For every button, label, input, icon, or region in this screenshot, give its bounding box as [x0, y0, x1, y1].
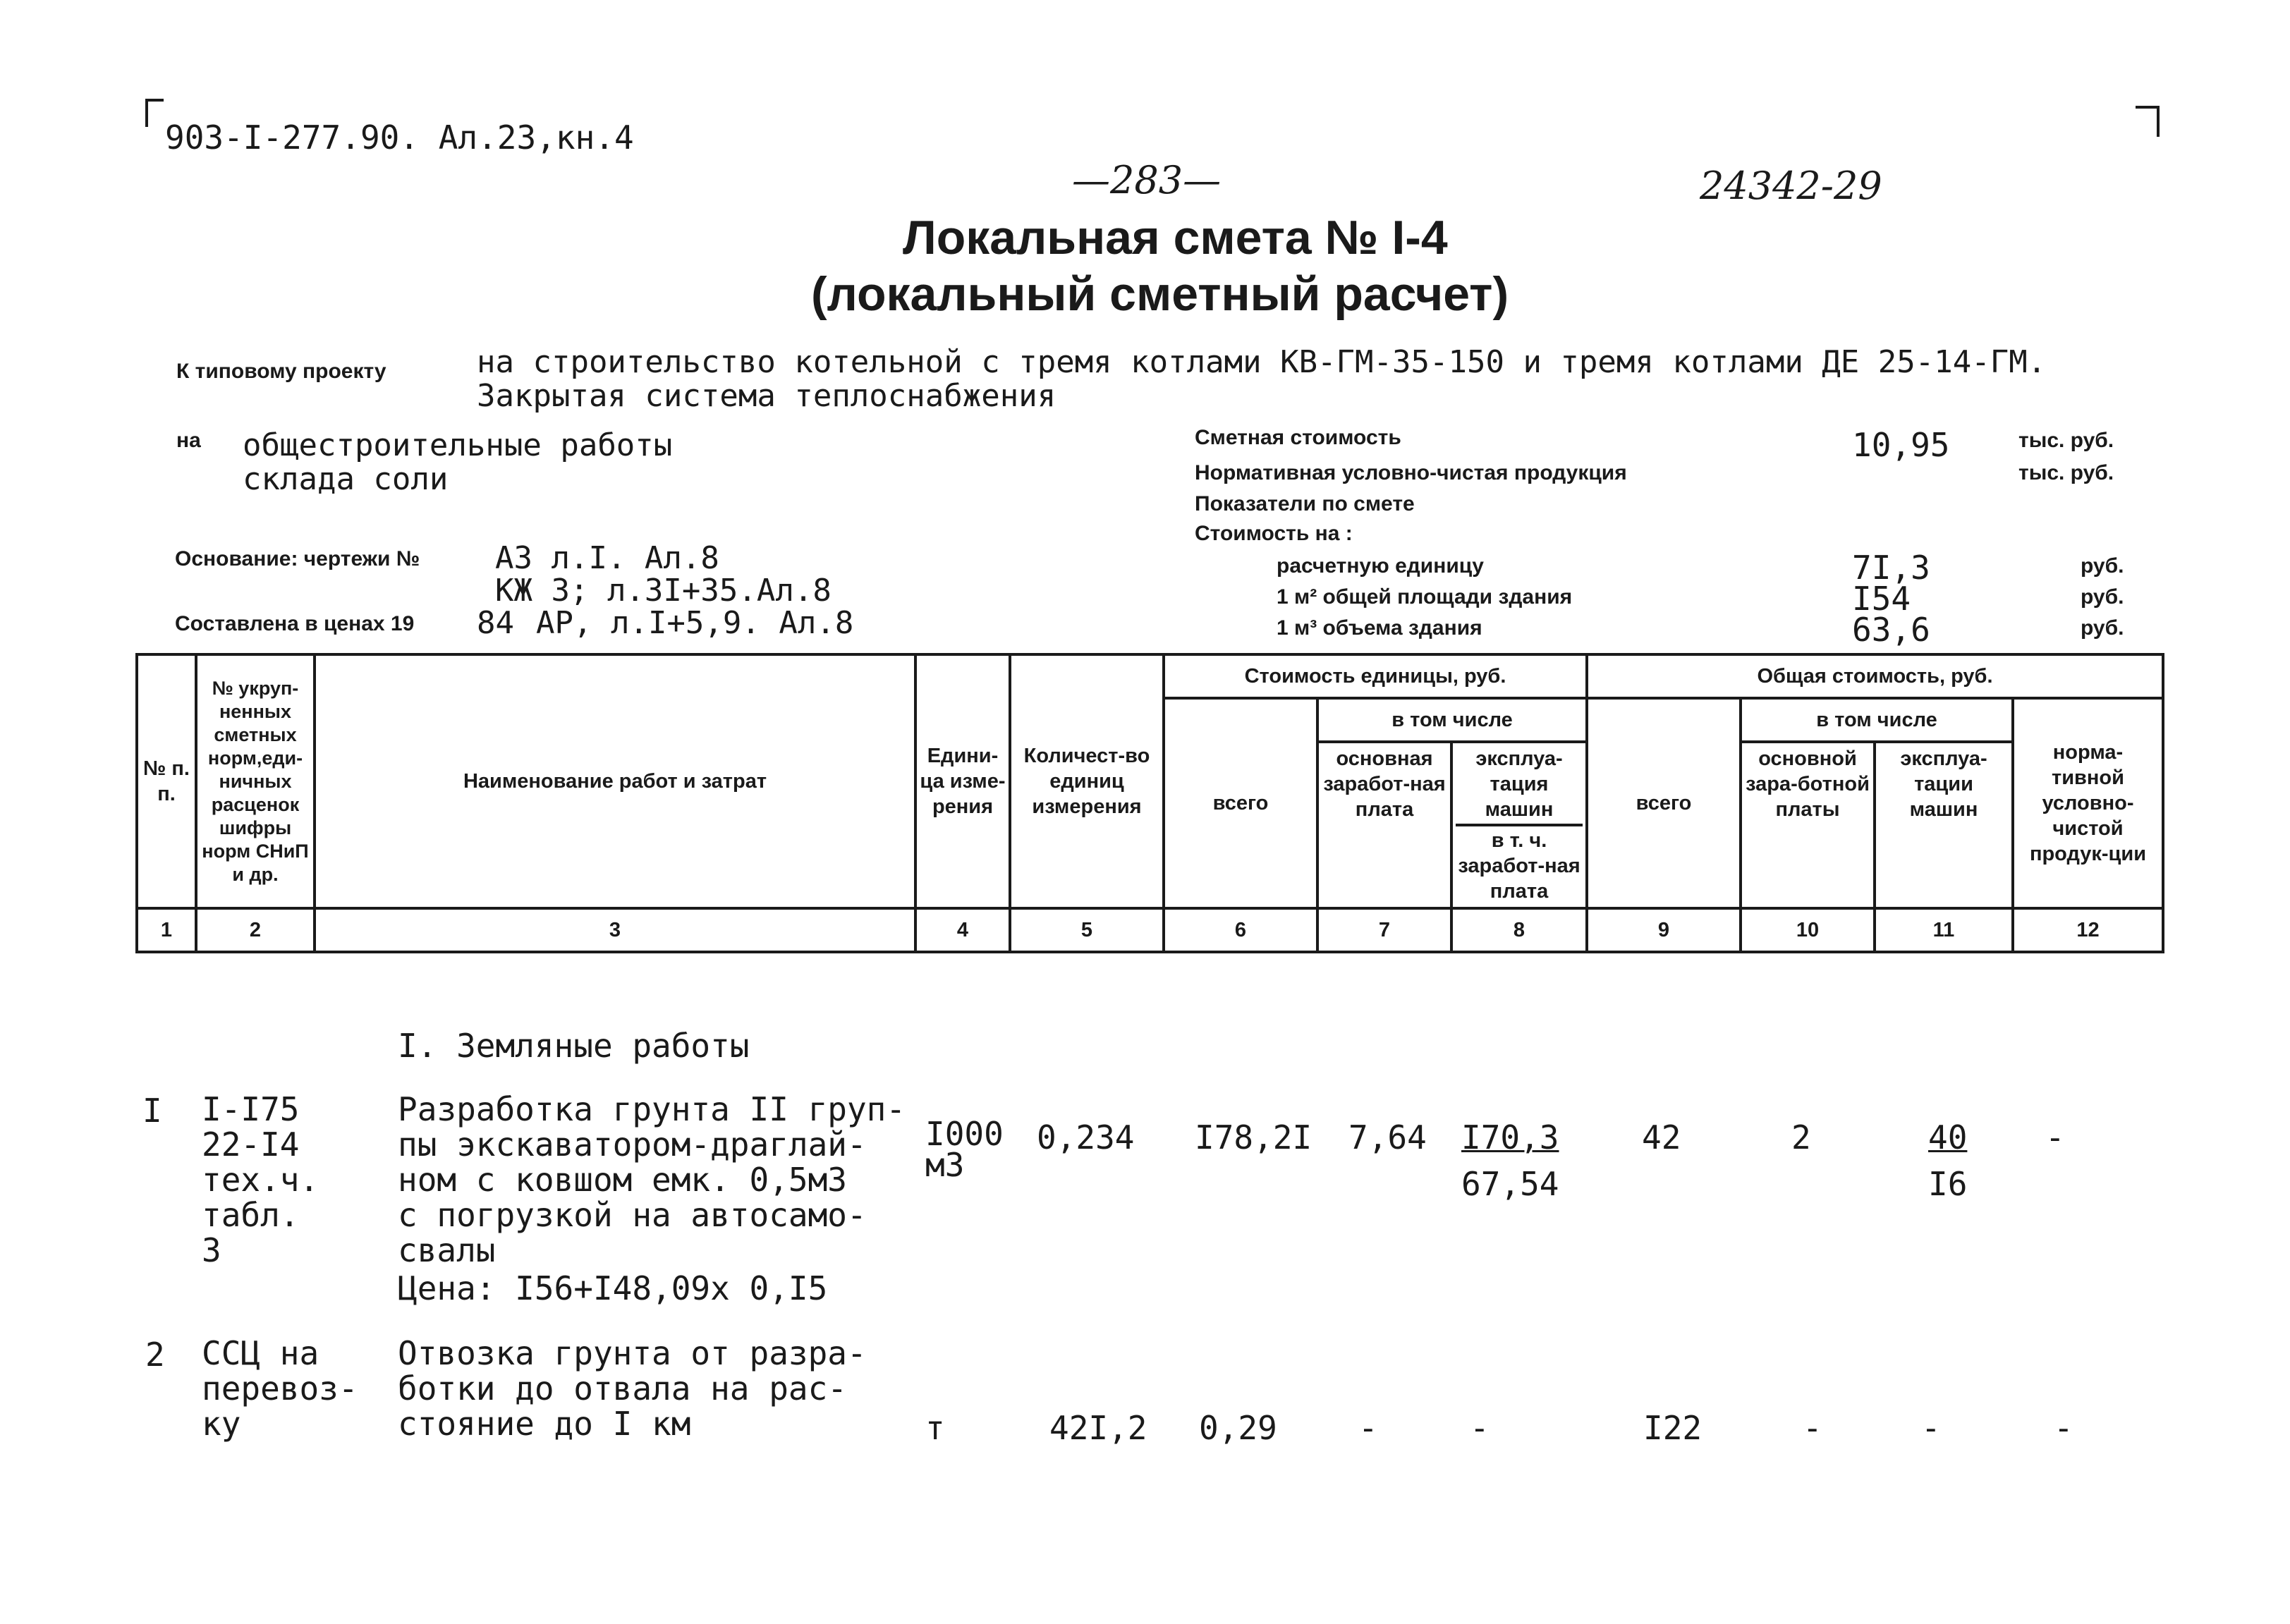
per-m2-unit: руб.	[2081, 585, 2124, 609]
per-m3-unit: руб.	[2081, 616, 2124, 640]
basis-line-1: АЗ л.I. Ал.8	[495, 540, 719, 576]
row-2-num: 2	[145, 1336, 165, 1374]
per-m2-value: I54	[1852, 580, 1911, 618]
row-1-total: 42	[1642, 1118, 1681, 1156]
subgroup-total-including: в том числе	[1741, 698, 2013, 742]
col-number-8: 8	[1451, 908, 1587, 952]
row-1-machine-wage-unit: 67,54	[1461, 1165, 1559, 1203]
page-number: —283—	[1072, 158, 1222, 202]
estimated-cost-label: Сметная стоимость	[1195, 426, 1401, 449]
row-1-wage-unit: 7,64	[1348, 1118, 1427, 1156]
project-label: К типовому проекту	[176, 360, 386, 383]
row-2-unit: т	[925, 1409, 945, 1447]
col-number-9: 9	[1587, 908, 1741, 952]
row-2-name: Отвозка грунта от разра- ботки до отвала на рас- стояние до I км	[398, 1334, 867, 1443]
col-header-name: Наименование работ и затрат	[315, 654, 915, 908]
col-number-4: 4	[915, 908, 1010, 952]
group-header-total-cost: Общая стоимость, руб.	[1587, 654, 2163, 698]
col-header-unit-machine	[1451, 742, 1587, 908]
row-2-qty: 42I,2	[1049, 1409, 1147, 1447]
indicators-label: Показатели по смете	[1195, 492, 1415, 515]
row-2-wage-total: -	[1803, 1409, 1822, 1447]
normative-product-label: Нормативная условно-чистая продукция	[1195, 461, 1627, 484]
row-1-unit: I000 м3	[925, 1115, 1004, 1184]
work-label: на	[176, 429, 201, 452]
row-1-total-unit: I78,2I	[1195, 1118, 1313, 1156]
row-1-note: Цена: I56+I48,09х 0,I5	[398, 1269, 828, 1307]
col-header-qty: Количест-во единиц измерения	[1010, 654, 1164, 908]
prices-label: Составлена в ценах 19	[175, 612, 415, 635]
row-2-nucp: -	[2054, 1409, 2073, 1447]
prices-year: 84	[477, 605, 514, 641]
row-1-nucp: -	[2045, 1118, 2065, 1156]
per-m2-label: 1 м² общей площади здания	[1277, 585, 1573, 609]
per-unit-unit: руб.	[2081, 554, 2124, 578]
doc-title: Локальная смета № I-4	[903, 211, 1448, 264]
col-number-10: 10	[1741, 908, 1875, 952]
estimated-cost-unit: тыс. руб.	[2018, 429, 2114, 452]
section-title: I. Земляные работы	[398, 1027, 750, 1065]
col-header-unit-machine-wage: в т. ч. заработ-ная плата	[1456, 824, 1583, 904]
row-2-total-unit: 0,29	[1199, 1409, 1277, 1447]
col-number-1: 1	[137, 908, 196, 952]
subgroup-unit-including: в том числе	[1317, 698, 1587, 742]
row-1-machine-wage-total: I6	[1928, 1165, 1968, 1203]
col-header-nucp: норма-тивной условно-чистой продук-ции	[2013, 698, 2163, 908]
row-2-total: I22	[1643, 1409, 1703, 1447]
col-number-2: 2	[196, 908, 315, 952]
col-header-unit-total: всего	[1164, 698, 1317, 908]
corner-mark-right	[2136, 106, 2160, 137]
normative-product-unit: тыс. руб.	[2018, 461, 2114, 484]
per-unit-value: 7I,3	[1852, 549, 1930, 587]
work-text: общестроительные работы склада соли	[243, 427, 673, 497]
per-m3-label: 1 м³ объема здания	[1277, 616, 1482, 640]
row-2-code: ССЦ на перевоз- ку	[202, 1334, 358, 1443]
col-header-unit: Едини-ца изме-рения	[915, 654, 1010, 908]
corner-mark-left	[145, 99, 164, 127]
row-2-machine-total: -	[1921, 1409, 1941, 1447]
doc-subtitle: (локальный сметный расчет)	[811, 267, 1509, 321]
col-number-12: 12	[2013, 908, 2163, 952]
col-header-num: № п. п.	[137, 654, 196, 908]
cost-for-label: Стоимость на :	[1195, 522, 1353, 545]
group-header-unit-cost: Стоимость единицы, руб.	[1164, 654, 1587, 698]
per-unit-label: расчетную единицу	[1277, 554, 1484, 578]
col-header-code: № укруп-ненных сметных норм,еди-ничных расценок шифры норм СНиП и др.	[196, 654, 315, 908]
col-number-6: 6	[1164, 908, 1317, 952]
basis-line-3: АР, л.I+5,9. Ал.8	[536, 605, 854, 641]
col-header-unit-wage: основная заработ-ная плата	[1317, 742, 1451, 908]
row-1-machine-unit: I70,3	[1461, 1118, 1559, 1156]
row-1-qty: 0,234	[1037, 1118, 1135, 1156]
col-header-total: всего	[1587, 698, 1741, 908]
col-number-11: 11	[1875, 908, 2013, 952]
col-number-5: 5	[1010, 908, 1164, 952]
row-1-wage-total: 2	[1791, 1118, 1811, 1156]
project-text: на строительство котельной с тремя котлами КВ-ГМ-35-150 и тремя котлами ДЕ 25-14-ГМ. Закрытая система теплоснабжения	[477, 344, 2047, 414]
col-header-total-machine: эксплуа-тации машин	[1875, 742, 2013, 908]
row-1-name: Разработка грунта II груп- пы экскаватором-драглай- ном с ковшом емк. 0,5м3 с погрузкой на автосамо- свалы	[398, 1090, 906, 1269]
col-header-unit-machine-label: эксплуа-тация машин	[1475, 747, 1563, 821]
row-2-machine-unit: -	[1470, 1409, 1490, 1447]
estimate-header-table	[135, 653, 2164, 953]
basis-label: Основание: чертежи №	[175, 547, 420, 570]
row-1-machine-total: 40	[1928, 1118, 1968, 1156]
row-1-code: I-I75 22-I4 тех.ч. табл. 3	[202, 1090, 319, 1269]
col-number-7: 7	[1317, 908, 1451, 952]
inventory-number: 24342-29	[1700, 164, 1882, 208]
col-number-3: 3	[315, 908, 915, 952]
doc-code: 903-I-277.90. Ал.23,кн.4	[165, 118, 634, 157]
basis-line-2: КЖ 3; л.3I+35.Ал.8	[495, 573, 832, 609]
per-m3-value: 63,6	[1852, 611, 1930, 649]
estimated-cost-value: 10,95	[1852, 426, 1950, 464]
row-2-wage-unit: -	[1358, 1409, 1378, 1447]
col-header-total-wage: основной зара-ботной платы	[1741, 742, 1875, 908]
row-1-num: I	[142, 1092, 162, 1130]
